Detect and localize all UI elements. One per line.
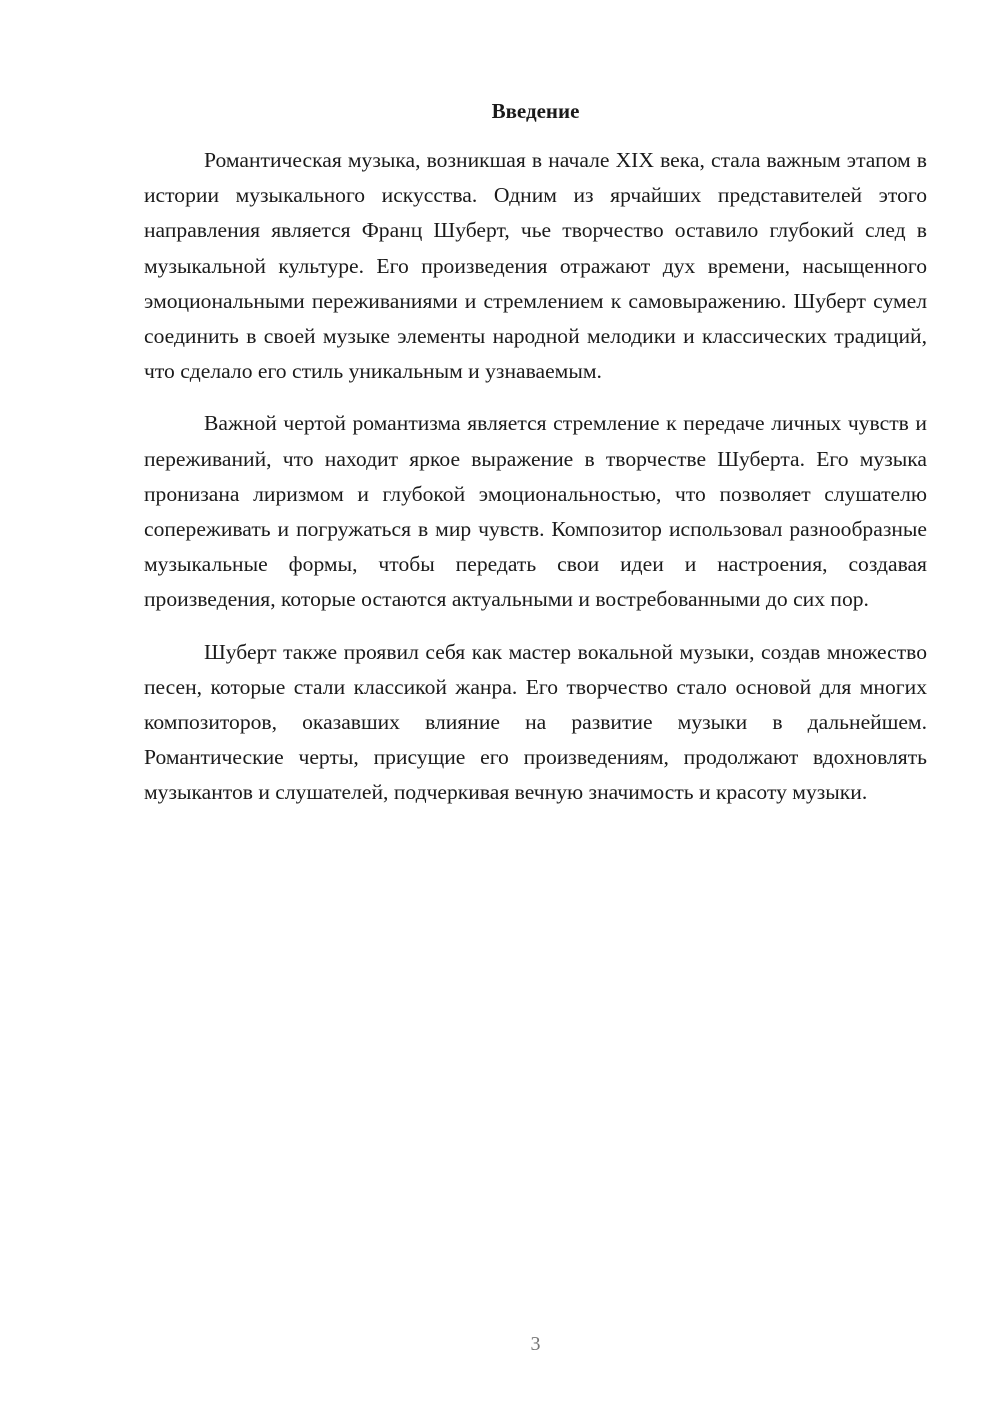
body-text — [144, 143, 927, 828]
paragraph-1: Романтическая музыка, возникшая в начале XIX века, стала важным этапом в истории музыкального искусства. Одним из ярчайших представителей этого направления является Франц Шуберт, чье творчество оставило глубокий след в музыкальной культуре. Его произведения отражают дух времени, насыщенного эмоциональными переживаниями и стремлением к самовыражению. Шуберт сумел соединить в своей музыке элементы народной мелодики и классических традиций, что сделало его стиль уникальным и узнаваемым. — [144, 148, 927, 384]
page-number: 3 — [530, 1333, 541, 1355]
paragraph-3: Шуберт также проявил себя как мастер вокальной музыки, создав множество песен, которые стали классикой жанра. Его творчество стало основой для многих композиторов, оказавших влияние на развитие музыки в дальнейшем. Романтические черты, присущие его произведениям, продолжают вдохновлять музыкантов и слушателей, подчеркивая вечную значимость и красоту музыки. — [144, 639, 927, 805]
paragraph-2: Важной чертой романтизма является стремление к передаче личных чувств и переживаний, что находит яркое выражение в творчестве Шуберта. Его музыка пронизана лиризмом и глубокой эмоциональностью, что позволяет слушателю сопереживать и погружаться в мир чувств. Композитор использовал разнообразные музыкальные формы, чтобы передать свои идеи и настроения, создавая произведения, которые остаются актуальными и востребованными до сих пор. — [144, 411, 927, 612]
section-heading: Введение — [491, 99, 580, 123]
